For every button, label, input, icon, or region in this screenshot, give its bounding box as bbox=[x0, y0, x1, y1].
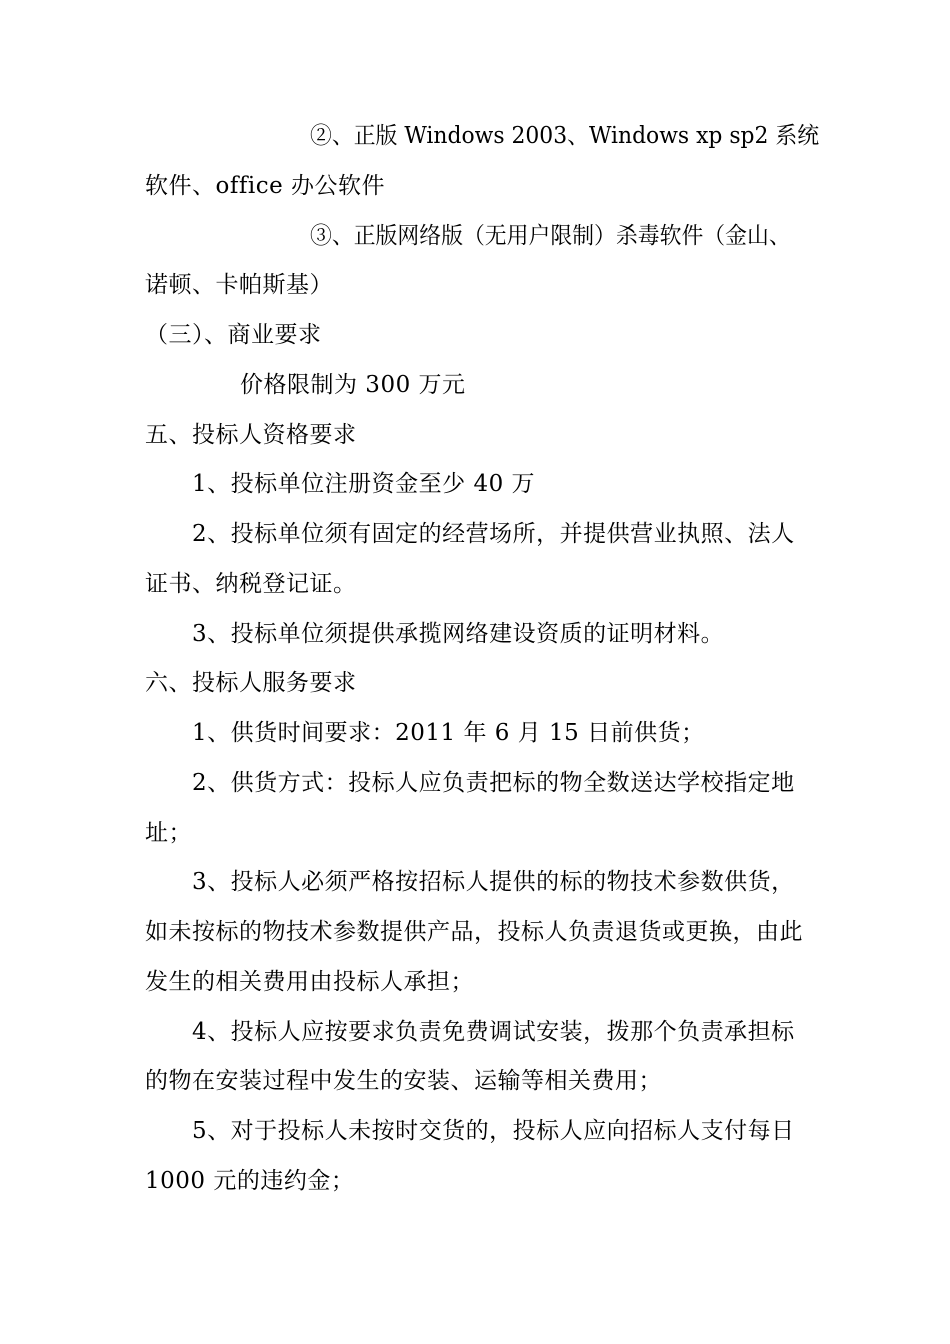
heading-business-requirements: （三）、商业要求 bbox=[145, 322, 322, 348]
line-service-4: 4、投标人应按要求负责免费调试安装，拨那个负责承担标 bbox=[192, 1019, 795, 1045]
line-service-2: 2、供货方式：投标人应负责把标的物全数送达学校指定地 bbox=[192, 770, 795, 796]
line-service-5: 5、对于投标人未按时交货的，投标人应向招标人支付每日 bbox=[192, 1118, 795, 1144]
line-software-office: 软件、office 办公软件 bbox=[145, 173, 386, 199]
line-service-3-cont-1: 如未按标的物技术参数提供产品，投标人负责退货或更换，由此 bbox=[145, 919, 803, 945]
line-antivirus: ③、正版网络版（无用户限制）杀毒软件（金山、 bbox=[310, 223, 791, 249]
line-qualification-3: 3、投标单位须提供承揽网络建设资质的证明材料。 bbox=[192, 621, 725, 647]
line-service-5-cont: 1000 元的违约金； bbox=[145, 1168, 355, 1194]
line-service-3-cont-2: 发生的相关费用由投标人承担； bbox=[145, 969, 474, 995]
line-qualification-2: 2、投标单位须有固定的经营场所，并提供营业执照、法人 bbox=[192, 521, 795, 547]
line-qualification-1: 1、投标单位注册资金至少 40 万 bbox=[192, 471, 536, 497]
line-service-1: 1、供货时间要求：2011 年 6 月 15 日前供货； bbox=[192, 720, 705, 746]
line-price-limit: 价格限制为 300 万元 bbox=[240, 372, 466, 398]
heading-bidder-qualification: 五、投标人资格要求 bbox=[145, 422, 357, 448]
line-service-4-cont: 的物在安装过程中发生的安装、运输等相关费用； bbox=[145, 1068, 662, 1094]
line-service-3: 3、投标人必须严格按招标人提供的标的物技术参数供货， bbox=[192, 869, 795, 895]
line-antivirus-vendors: 诺顿、卡帕斯基） bbox=[145, 272, 333, 298]
line-service-2-cont: 址； bbox=[145, 820, 192, 846]
heading-bidder-service: 六、投标人服务要求 bbox=[145, 670, 357, 696]
line-qualification-2-cont: 证书、纳税登记证。 bbox=[145, 571, 357, 597]
line-software-windows: ②、正版 Windows 2003、Windows xp sp2 系统 bbox=[310, 123, 820, 149]
